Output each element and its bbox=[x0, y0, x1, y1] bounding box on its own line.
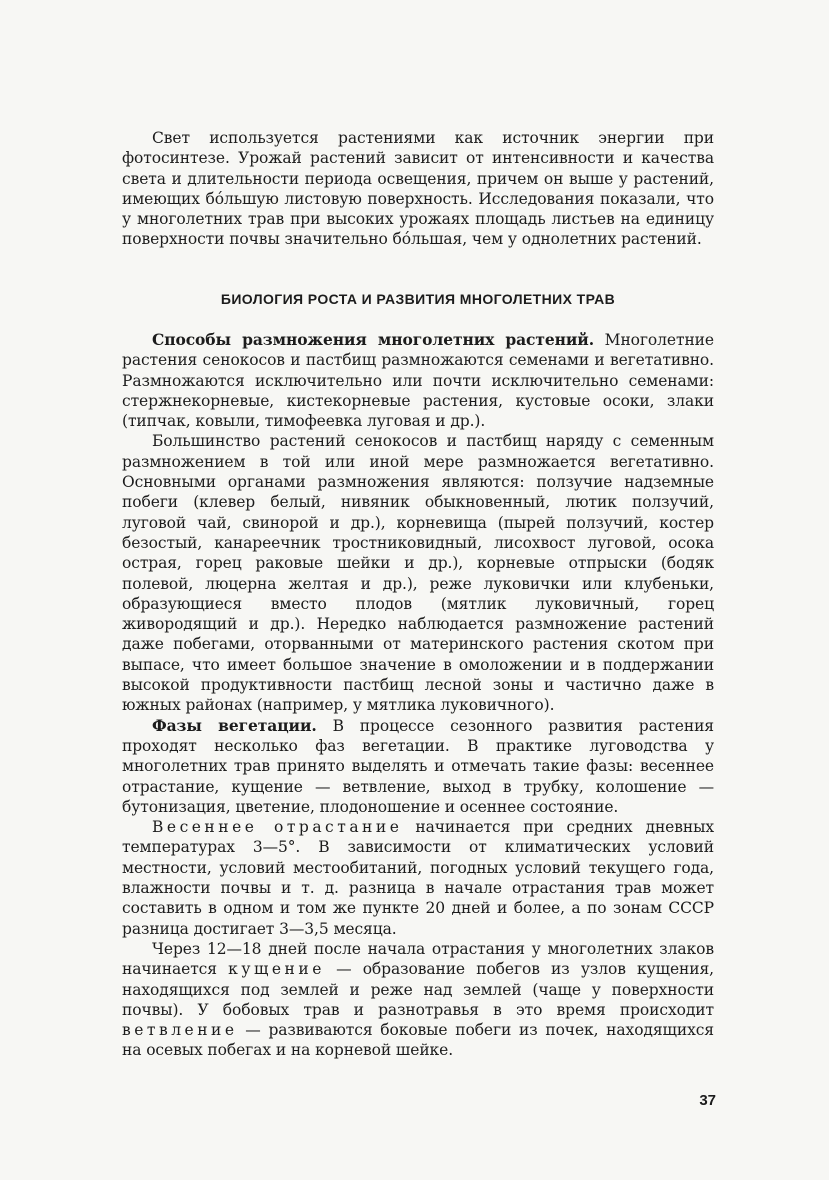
spring-spaced-term: Весеннее отрастание bbox=[152, 818, 403, 837]
main-text-block bbox=[122, 330, 714, 1061]
tillering-text-3: — развиваются боковые побеги из почек, находящихся на осевых побегах и на корневой шейке. bbox=[122, 1021, 714, 1060]
spring-text: начинается при средних дневных температурах 3—5°. В зависимости от климатических условий местности, условий местообитаний, погодных условий текущего года, влажности почвы и т. д. разница в начале отрастания трав может составить в одном и том же пункте 20 дней и более, а по зонам СССР разница достигает 3—3,5 месяца. bbox=[122, 818, 714, 938]
intro-paragraph: Свет используется растениями как источник энергии при фотосинтезе. Урожай растений зависит от интенсивности и качества света и длительности периода освещения, причем он выше у растений, имеющих бо́льшую листовую поверхность. Исследования показали, что у многолетних трав при высоких урожаях площадь листьев на единицу поверхности почвы значительно бо́льшая, чем у однолетних растений. bbox=[122, 129, 714, 249]
page-number: 37 bbox=[699, 1092, 716, 1109]
tillering-text-2: — образование побегов из узлов кущения, находящихся под землей и реже над землей (чаще у поверхности почвы). У бобовых трав и разнотравья в это время происходит bbox=[122, 960, 714, 1019]
intro-block bbox=[122, 128, 714, 250]
section-heading: БИОЛОГИЯ РОСТА И РАЗВИТИЯ МНОГОЛЕТНИХ ТРАВ bbox=[220, 291, 616, 307]
phases-run-in-heading: Фазы вегетации. bbox=[152, 715, 317, 735]
propagation-paragraph bbox=[122, 330, 714, 431]
propagation-text: Многолетние растения сенокосов и пастбищ размножаются семенами и вегетативно. Размножаются исключительно или почти исключительно семенами: стержнекорневые, кистекорневые растения, кустовые осоки, злаки (типчак, ковыли, тимофеевка луговая и др.). bbox=[122, 331, 714, 431]
spring-paragraph bbox=[122, 817, 714, 939]
tillering-text-1: Через 12—18 дней после начала отрастания у многолетних злаков начинается bbox=[122, 939, 714, 979]
propagation-run-in-heading: Способы размножения многолетних растений. bbox=[152, 330, 594, 349]
branching-spaced-term: ветвление bbox=[122, 1021, 238, 1040]
tillering-spaced-term: кущение bbox=[228, 960, 325, 979]
tillering-paragraph bbox=[122, 939, 714, 1061]
vegetative-paragraph: Большинство растений сенокосов и пастбищ наряду с семенным размножением в той или иной мере размножается вегетативно. Основными органами размножения являются: ползучие надземные побеги (клевер белый, нивяник обыкновенный, лютик ползучий, луговой чай, свинорой и др.), корневища (пырей ползучий, костер безостый, канареечник тростниковидный, лисохвост луговой, осока острая, горец раковые шейки и др.), корневые отпрыски (бодяк полевой, люцерна желтая и др.), реже луковички или клубеньки, образующиеся вместо плодов (мятлик луковичный, горец живородящий и др.). Нередко наблюдается размножение растений даже побегами, оторванными от материнского растения скотом при выпасе, что имеет большое значение в омоложении и в поддержании высокой продуктивности пастбищ лесной зоны и частично даже в южных районах (например, у мятлика луковичного). bbox=[122, 432, 714, 715]
phases-text: В процессе сезонного развития растения проходят несколько фаз вегетации. В практике луговодства у многолетних трав принято выделять и отмечать такие фазы: весеннее отрастание, кущение — ветвление, выход в трубку, колошение — бутонизация, цветение, плодоношение и осеннее состояние. bbox=[122, 716, 714, 816]
phases-paragraph bbox=[122, 716, 714, 817]
